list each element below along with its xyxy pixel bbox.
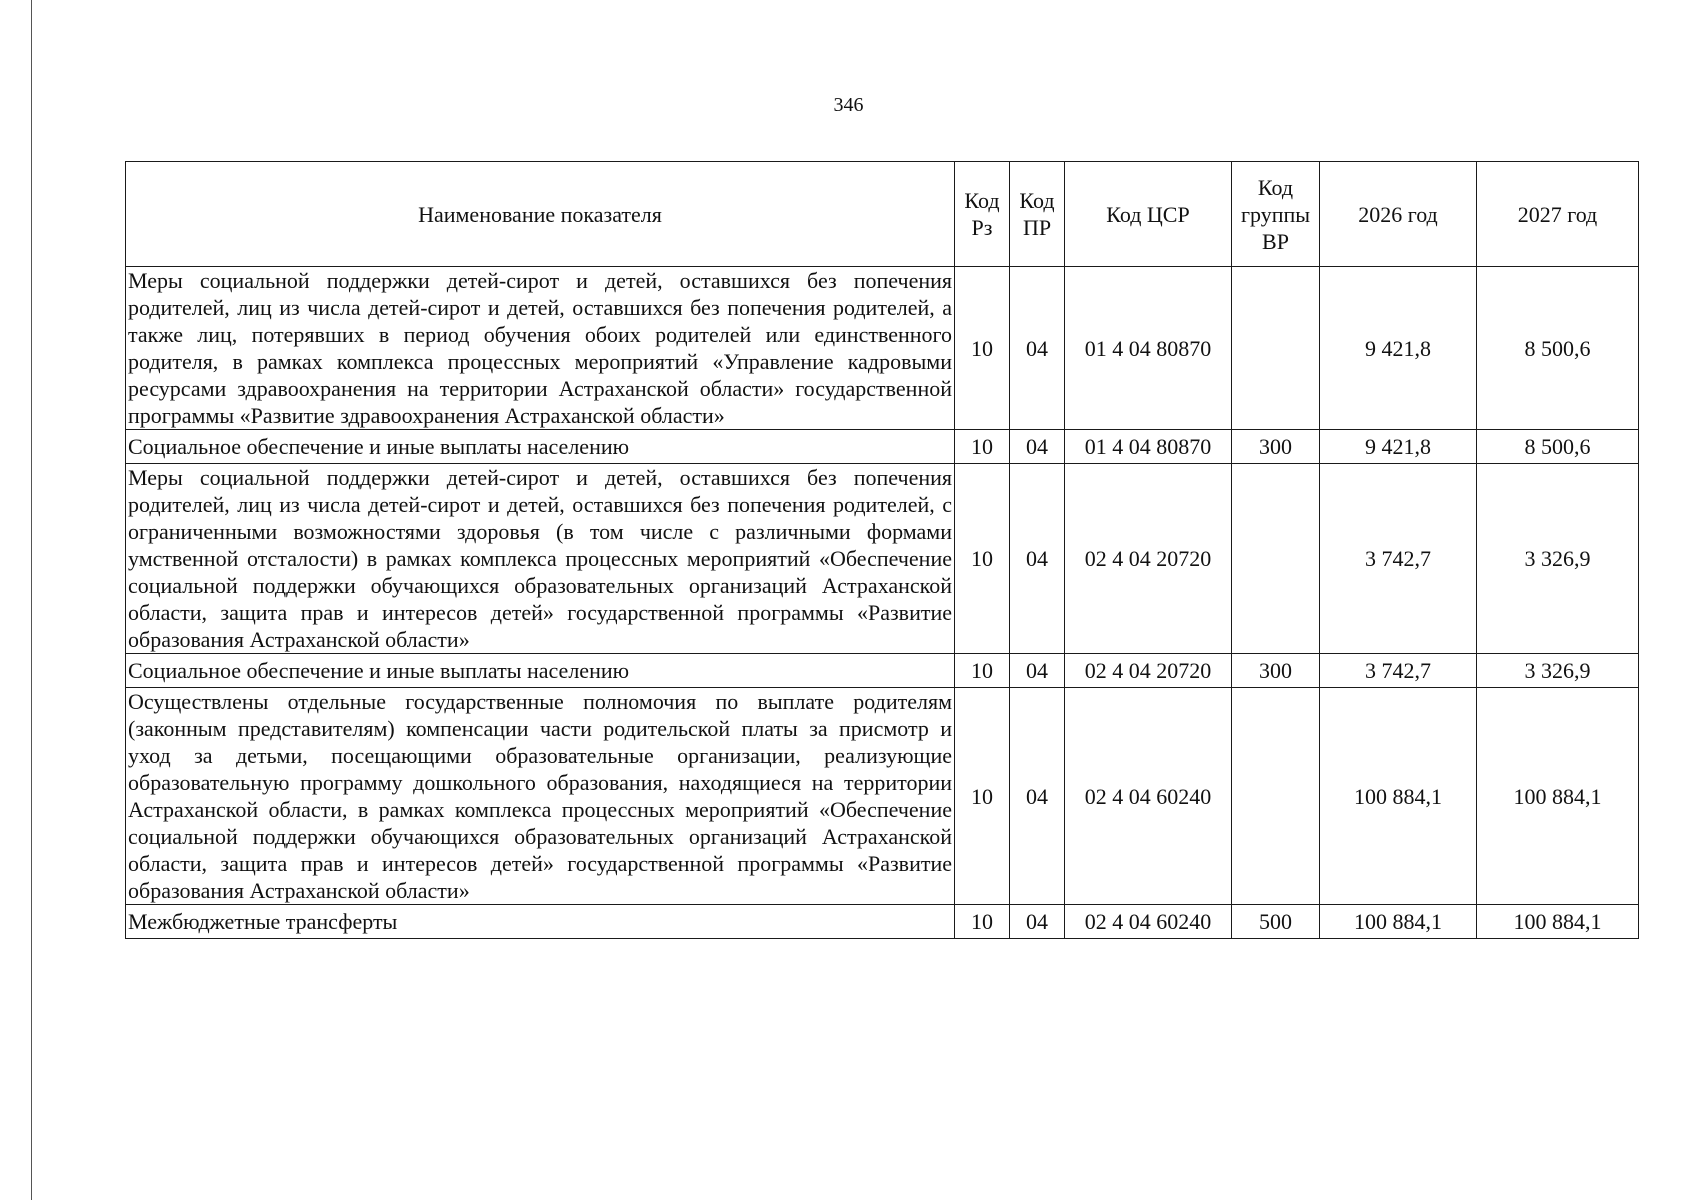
row-name: Социальное обеспечение и иные выплаты населению [126, 430, 955, 464]
row-rz: 10 [955, 905, 1010, 939]
row-2027: 8 500,6 [1477, 267, 1639, 430]
row-csr: 01 4 04 80870 [1065, 267, 1232, 430]
row-name: Социальное обеспечение и иные выплаты населению [126, 654, 955, 688]
row-2027: 3 326,9 [1477, 654, 1639, 688]
row-vr: 500 [1232, 905, 1320, 939]
table-row [126, 430, 1639, 464]
row-rz: 10 [955, 267, 1010, 430]
row-csr: 02 4 04 60240 [1065, 688, 1232, 905]
row-pr: 04 [1010, 267, 1065, 430]
row-pr: 04 [1010, 430, 1065, 464]
row-2026: 3 742,7 [1320, 654, 1477, 688]
row-vr [1232, 464, 1320, 654]
table-row [126, 464, 1639, 654]
header-2027: 2027 год [1477, 162, 1639, 267]
row-vr: 300 [1232, 430, 1320, 464]
row-2026: 100 884,1 [1320, 688, 1477, 905]
row-name: Меры социальной поддержки детей-сирот и детей, оставшихся без попечения родителей, лиц из числа детей-сирот и детей, оставшихся без попечения родителей, с ограниченными возможностями здоровья (в том числе с различными формами умственной отсталости) в рамках комплекса процессных мероприятий «Обеспечение социальной поддержки обучающихся образовательных организаций Астраханской области, защита прав и интересов детей» государственной программы «Развитие образования Астраханской области» [126, 464, 955, 654]
row-2026: 100 884,1 [1320, 905, 1477, 939]
row-pr: 04 [1010, 464, 1065, 654]
header-name: Наименование показателя [126, 162, 955, 267]
row-name: Меры социальной поддержки детей-сирот и детей, оставшихся без попечения родителей, лиц из числа детей-сирот и детей, оставшихся без попечения родителей, а также лиц, потерявших в период обучения обоих родителей или единственного родителя, в рамках комплекса процессных мероприятий «Управление кадровыми ресурсами здравоохранения на территории Астраханской области» государственной программы «Развитие здравоохранения Астраханской области» [126, 267, 955, 430]
header-kod-pr: Код ПР [1010, 162, 1065, 267]
row-rz: 10 [955, 688, 1010, 905]
row-csr: 02 4 04 60240 [1065, 905, 1232, 939]
table-header-row [126, 162, 1639, 267]
row-name: Межбюджетные трансферты [126, 905, 955, 939]
row-vr [1232, 267, 1320, 430]
row-2027: 100 884,1 [1477, 688, 1639, 905]
header-kod-csr: Код ЦСР [1065, 162, 1232, 267]
row-2026: 9 421,8 [1320, 430, 1477, 464]
row-pr: 04 [1010, 654, 1065, 688]
row-csr: 01 4 04 80870 [1065, 430, 1232, 464]
table-row [126, 905, 1639, 939]
row-csr: 02 4 04 20720 [1065, 654, 1232, 688]
row-2026: 3 742,7 [1320, 464, 1477, 654]
row-vr [1232, 688, 1320, 905]
row-pr: 04 [1010, 688, 1065, 905]
budget-table [125, 161, 1639, 939]
row-2027: 100 884,1 [1477, 905, 1639, 939]
row-2026: 9 421,8 [1320, 267, 1477, 430]
row-rz: 10 [955, 654, 1010, 688]
row-2027: 3 326,9 [1477, 464, 1639, 654]
row-2027: 8 500,6 [1477, 430, 1639, 464]
row-name: Осуществлены отдельные государственные полномочия по выплате родителям (законным представителям) компенсации части родительской платы за присмотр и уход за детьми, посещающими образовательные организации, реализующие образовательную программу дошкольного образования, находящиеся на территории Астраханской области, в рамках комплекса процессных мероприятий «Обеспечение социальной поддержки обучающихся образовательных организаций Астраханской области, защита прав и интересов детей» государственной программы «Развитие образования Астраханской области» [126, 688, 955, 905]
table-row [126, 688, 1639, 905]
header-kod-vr: Код группы ВР [1232, 162, 1320, 267]
header-2026: 2026 год [1320, 162, 1477, 267]
row-vr: 300 [1232, 654, 1320, 688]
row-rz: 10 [955, 430, 1010, 464]
table-row [126, 267, 1639, 430]
row-rz: 10 [955, 464, 1010, 654]
header-kod-rz: Код Рз [955, 162, 1010, 267]
row-csr: 02 4 04 20720 [1065, 464, 1232, 654]
row-pr: 04 [1010, 905, 1065, 939]
table-row [126, 654, 1639, 688]
page-margin-rule [31, 0, 32, 1200]
page-number: 346 [833, 94, 864, 116]
